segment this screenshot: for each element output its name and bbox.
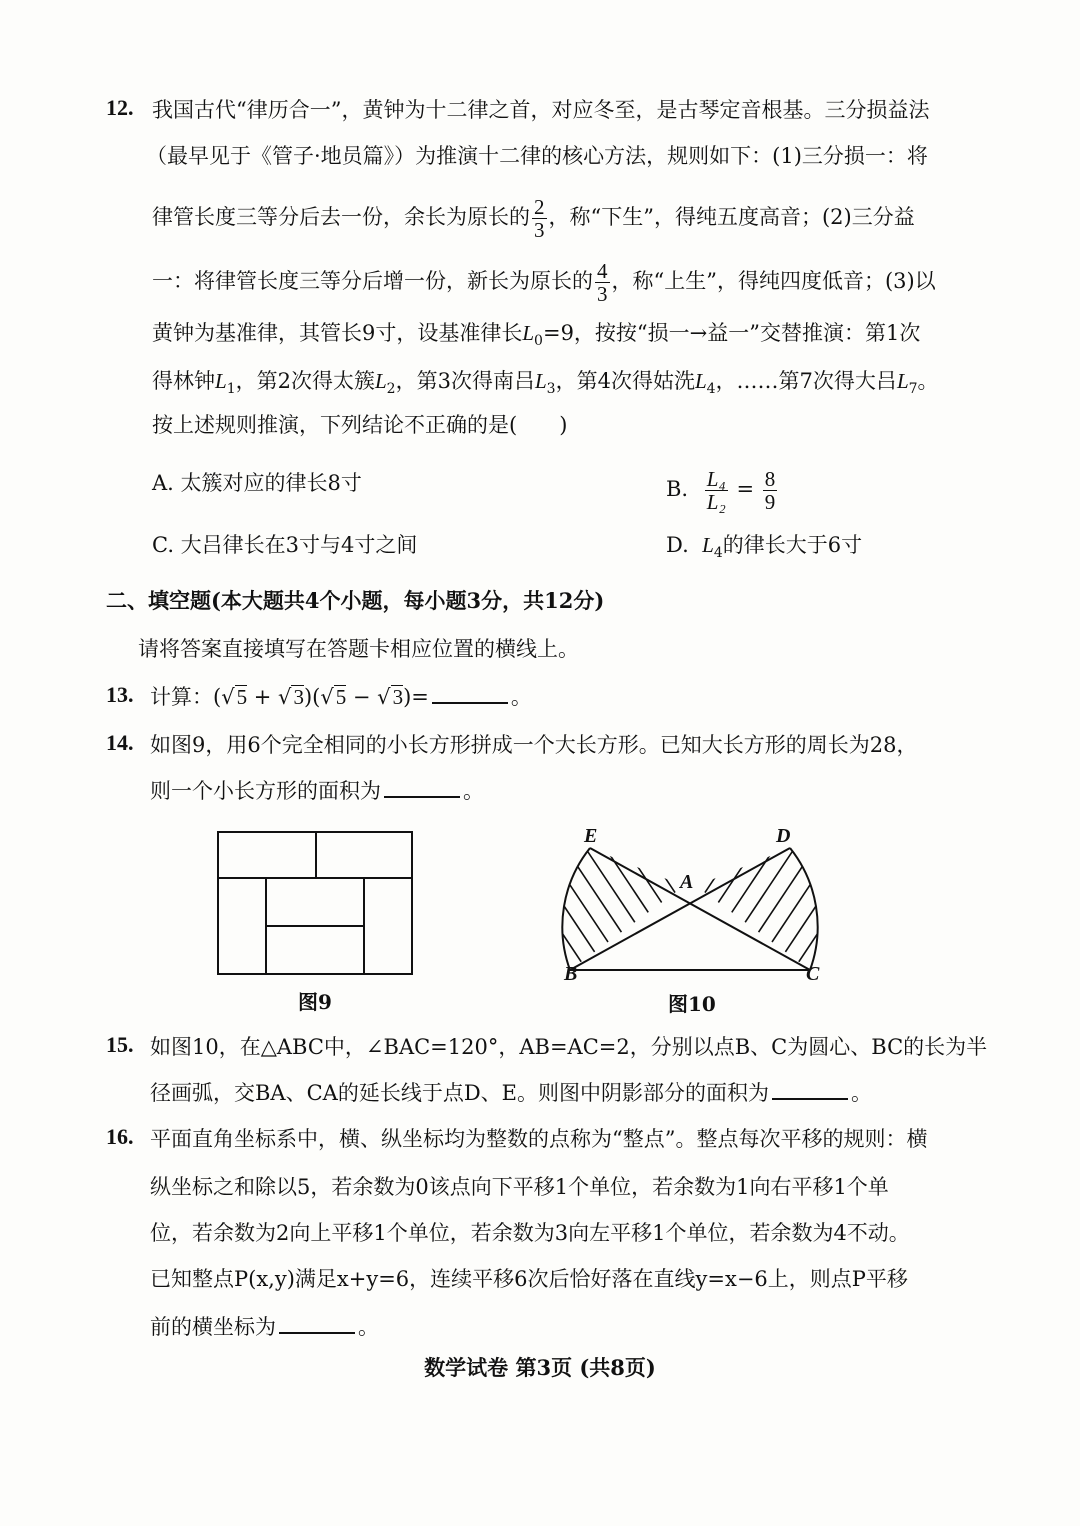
radical-sign: √ [377,685,391,709]
q12-line-1: 我国古代“律历合一”，黄钟为十二律之首，对应冬至，是古琴定音根基。三分损益法 [152,98,930,122]
answer-blank-14[interactable] [384,778,460,798]
radical-sign: √ [320,685,334,709]
frac-numerator: 2 [534,195,545,219]
q12-line-6a: 得林钟 [152,369,215,393]
question-number-12: 12. [106,95,134,120]
period: 。 [851,1081,872,1105]
label-e: E [584,825,598,847]
q12-line-4 [152,260,936,305]
frac-denominator: 9 [764,490,776,514]
radical-sign: √ [278,685,292,709]
option-b[interactable] [666,468,779,513]
fraction-l4-l2 [705,468,728,513]
q12-line-4b: ，称“上生”，得纯四度低音；(3)以 [611,269,936,293]
subscript: 4 [713,545,723,562]
frac-numerator: L₄ [706,467,726,491]
frac-denominator: 3 [534,218,545,242]
plus-sign: + [247,685,279,709]
label-a: A [680,871,694,893]
q15-line-2-text: 径画弧，交BA、CA的延长线于点D、E。则图中阴影部分的面积为 [150,1081,769,1105]
subscript: 3 [546,381,556,398]
figure-9-caption: 图9 [298,990,332,1014]
option-d[interactable] [666,530,862,560]
q12-line-6d: ，第4次得姑洗 [555,369,695,393]
subscript: 7 [908,381,918,398]
figure-10-geometry [540,820,840,990]
sqrt-3: 3 [392,685,404,709]
option-b-label: B. [666,477,689,501]
frac-denominator: L₂ [706,490,726,514]
equals-sign: = [736,477,755,501]
q12-line-3 [152,196,915,241]
subscript: 2 [386,381,396,398]
q13-mid: )( [303,685,321,709]
frac-numerator: 8 [764,467,776,491]
radical-sign: √ [221,685,235,709]
subscript: 1 [226,381,236,398]
q12-line-3a: 律管长度三等分后去一份，余长为原长的 [152,205,530,229]
q15-line-1: 如图10，在△ABC中，∠BAC=120°，AB=AC=2，分别以点B、C为圆心、BC的长为半 [150,1035,988,1059]
q14-line-1: 如图9，用6个完全相同的小长方形拼成一个大长方形。已知大长方形的周长为28， [150,733,918,757]
var-L: L [702,533,714,557]
var-L: L [896,369,909,393]
subscript: 0 [534,333,543,350]
q12-line-3b: ，称“下生”，得纯五度高音；(2)三分益 [548,205,915,229]
subscript: 4 [706,381,716,398]
sqrt-3: 3 [293,685,304,709]
q12-line-4a: 一：将律管长度三等分后增一份，新长为原长的 [152,269,593,293]
fraction-two-thirds [532,196,547,241]
fraction-four-thirds [595,260,610,305]
q14-line-2 [150,776,484,806]
section-2-title: 二、填空题(本大题共4个小题，每小题3分，共12分) [106,588,605,613]
option-d-text: 的律长大于6寸 [722,533,863,557]
page-footer: 数学试卷 第3页 (共8页) [424,1355,656,1380]
q14-line-2-text: 则一个小长方形的面积为 [150,779,381,803]
var-L: L [534,369,547,393]
question-number-13: 13. [106,682,134,707]
q13-expression [150,682,532,712]
question-number-16: 16. [106,1124,134,1149]
var-L: L [374,369,387,393]
answer-blank-15[interactable] [772,1080,848,1100]
q12-line-2: （最早见于《管子·地员篇》）为推演十二律的核心方法，规则如下：(1)三分损一：将 [146,144,928,168]
q12-line-5a: 黄钟为基准律，其管长9寸，设基准律长 [152,321,523,345]
figure-9-rectangles [214,828,418,980]
fraction-eight-ninths [763,468,778,513]
q16-line-3: 位，若余数为2向上平移1个单位，若余数为3向左平移1个单位，若余数为4不动。 [150,1221,910,1245]
answer-blank-16[interactable] [279,1314,355,1334]
sqrt-5: 5 [335,685,347,709]
var-L: L [215,369,227,393]
q12-line-6b: ，第2次得太簇 [235,369,375,393]
q16-line-2: 纵坐标之和除以5，若余数为0该点向下平移1个单位，若余数为1向右平移1个单 [150,1175,889,1199]
option-d-label: D. [666,533,689,557]
line-bd [570,848,790,970]
q12-line-7: 按上述规则推演，下列结论不正确的是( ) [152,413,568,437]
period: 。 [510,685,532,709]
q12-line-5 [152,318,920,348]
answer-blank-13[interactable] [432,684,508,704]
label-b: B [564,963,578,985]
q15-line-2 [150,1078,872,1108]
question-number-14: 14. [106,730,134,755]
q12-line-6 [152,366,939,396]
label-c: C [806,963,820,985]
frac-denominator: 3 [597,282,608,306]
var-L: L [694,369,707,393]
q12-line-6c: ，第3次得南吕 [395,369,535,393]
figure-10-caption: 图10 [668,992,716,1016]
q12-line-6f: 。 [917,369,939,393]
q12-line-5b: =9，按按“损一→益一”交替推演：第1次 [542,321,921,345]
q16-line-1: 平面直角坐标系中，横、纵坐标均为整数的点称为“整点”。整点每次平移的规则：横 [150,1127,928,1151]
option-a[interactable]: A. 太簇对应的律长8寸 [152,471,362,495]
q16-line-5-text: 前的横坐标为 [150,1315,276,1339]
period: 。 [463,779,484,803]
line-ce [590,848,810,970]
question-number-15: 15. [106,1032,134,1057]
q12-line-6e: ，……第7次得大吕 [715,369,897,393]
q16-line-4: 已知整点P(x,y)满足x+y=6，连续平移6次后恰好落在直线y=x−6上，则点P平移 [150,1267,908,1291]
frac-numerator: 4 [597,259,608,283]
q16-line-5 [150,1312,379,1342]
section-2-note: 请将答案直接填写在答题卡相应位置的横线上。 [138,637,579,661]
q13-end: )= [403,685,429,709]
var-L: L [522,321,535,345]
sqrt-5: 5 [236,685,248,709]
period: 。 [358,1315,379,1339]
q13-prefix: 计算：( [150,685,222,709]
label-d: D [776,825,791,847]
minus-sign: − [346,685,378,709]
option-c[interactable]: C. 大吕律长在3寸与4寸之间 [152,533,418,557]
